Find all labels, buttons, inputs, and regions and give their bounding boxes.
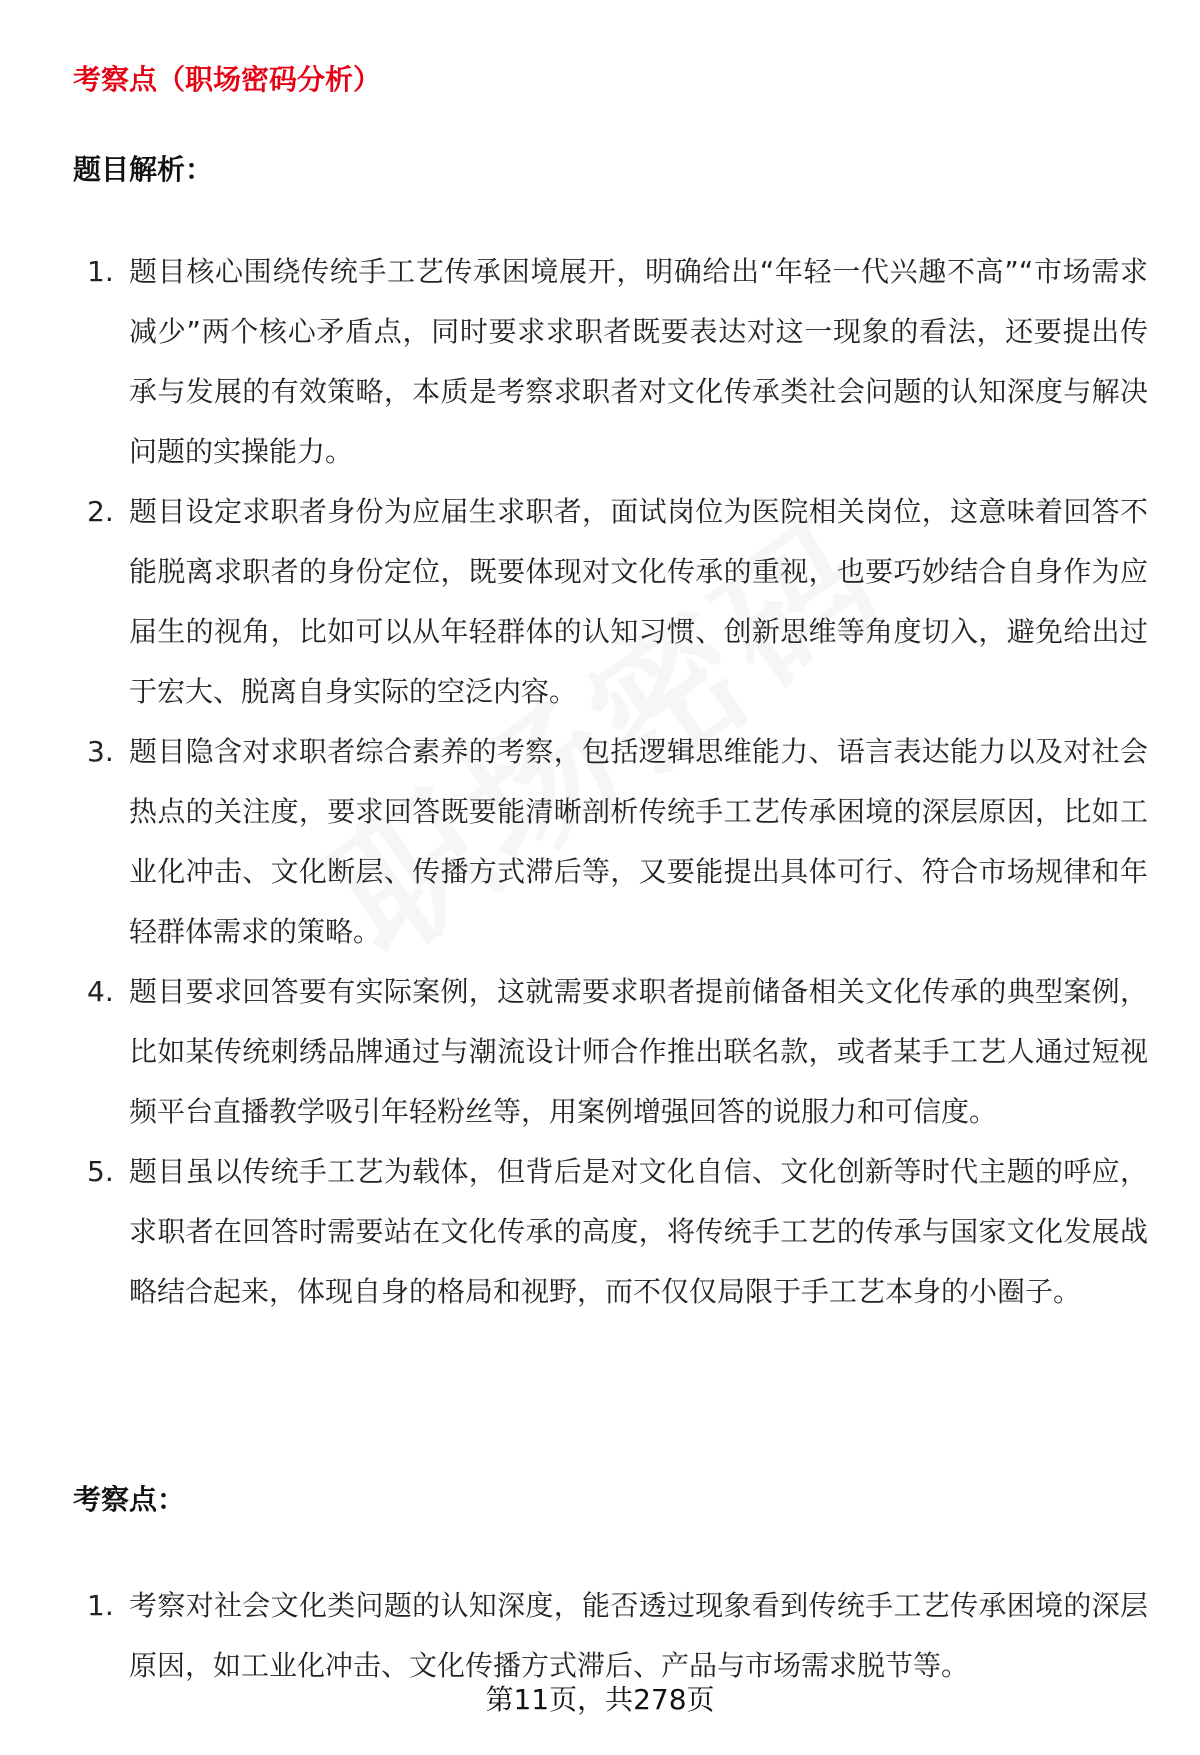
list-item [73, 242, 1148, 482]
analysis-heading: 题目解析： [73, 153, 214, 186]
list-item-text: 题目核心围绕传统手工艺传承困境展开，明确给出“年轻一代兴趣不高”“市场需求减少”两个核心矛盾点，同时要求求职者既要表达对这一现象的看法，还要提出传承与发展的有效策略，本质是考察求职者对文化传承类社会问题的认知深度与解决问题的实操能力。 [129, 255, 1148, 468]
list-item-number: 1. [87, 1589, 114, 1622]
list-item-text: 考察对社会文化类问题的认知深度，能否透过现象看到传统手工艺传承困境的深层原因，如工业化冲击、文化传播方式滞后、产品与市场需求脱节等。 [129, 1589, 1148, 1682]
list-item-text: 题目隐含对求职者综合素养的考察，包括逻辑思维能力、语言表达能力以及对社会热点的关注度，要求回答既要能清晰剖析传统手工艺传承困境的深层原因，比如工业化冲击、文化断层、传播方式滞后等，又要能提出具体可行、符合市场规律和年轻群体需求的策略。 [129, 735, 1148, 948]
points-heading: 考察点： [73, 1483, 186, 1516]
list-item-number: 5. [87, 1155, 114, 1188]
list-item [73, 1142, 1148, 1322]
top-heading: 考察点（职场密码分析） [73, 63, 382, 96]
list-item [73, 962, 1148, 1142]
points-list [73, 1576, 1148, 1696]
list-item [73, 722, 1148, 962]
list-item-number: 1. [87, 255, 114, 288]
list-item-text: 题目要求回答要有实际案例，这就需要求职者提前储备相关文化传承的典型案例，比如某传统刺绣品牌通过与潮流设计师合作推出联名款，或者某手工艺人通过短视频平台直播教学吸引年轻粉丝等，用案例增强回答的说服力和可信度。 [129, 975, 1148, 1128]
list-item [73, 482, 1148, 722]
list-item [73, 1576, 1148, 1696]
list-item-text: 题目虽以传统手工艺为载体，但背后是对文化自信、文化创新等时代主题的呼应，求职者在回答时需要站在文化传承的高度，将传统手工艺的传承与国家文化发展战略结合起来，体现自身的格局和视野，而不仅仅局限于手工艺本身的小圈子。 [129, 1155, 1148, 1308]
page-footer: 第11页，共278页 [485, 1683, 715, 1716]
list-item-number: 3. [87, 735, 114, 768]
list-item-number: 4. [87, 975, 114, 1008]
list-item-text: 题目设定求职者身份为应届生求职者，面试岗位为医院相关岗位，这意味着回答不能脱离求职者的身份定位，既要体现对文化传承的重视，也要巧妙结合自身作为应届生的视角，比如可以从年轻群体的认知习惯、创新思维等角度切入，避免给出过于宏大、脱离自身实际的空泛内容。 [129, 495, 1148, 708]
list-item-number: 2. [87, 495, 114, 528]
analysis-list [73, 242, 1148, 1322]
